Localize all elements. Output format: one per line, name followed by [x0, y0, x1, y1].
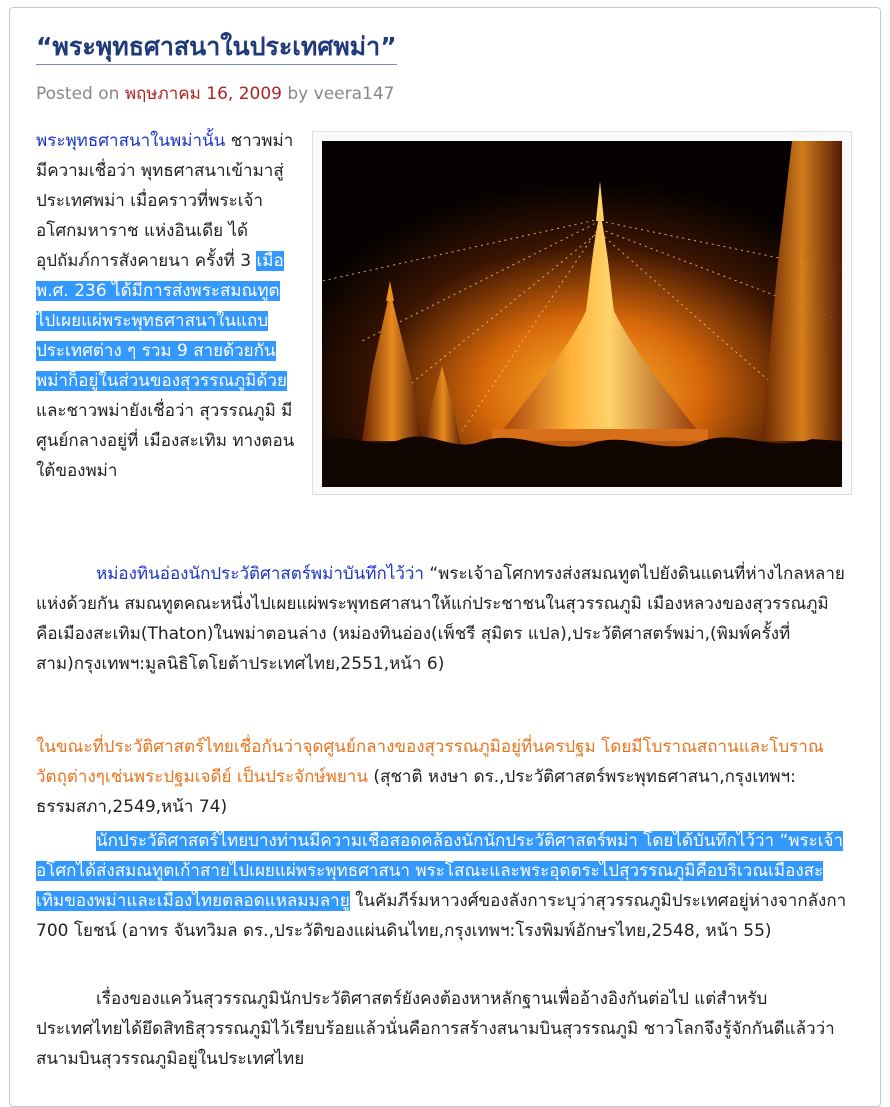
pagoda-photo[interactable]	[322, 141, 842, 487]
para5-text: เรื่องของแคว้นสุวรรณภูมินักประวัติศาสตร์ยังคงต้องหาหลักฐานเพื่ออ้างอิงกันต่อไป แต่สำหรับประเทศไทยได้ยึดสิทธิสุวรรณภูมิไว้เรียบร้อยแล้วนั่นคือการสร้างสนามบินสุวรรณภูมิ ชาวโลกจึงรู้จักกันดีแล้วว่าสนามบินสุวรรณภูมิอยู่ในประเทศไทย	[36, 989, 835, 1069]
by-label: by	[287, 84, 309, 104]
intro-highlight: เมื่อ พ.ศ. 236 ได้มีการส่งพระสมณทูตไปเผยแผ่พระพุทธศาสนาในแถบ ประเทศต่าง ๆ รวม 9 สายด้วยกัน พม่าก็อยู่ในส่วนของสุวรรณภูมิด้วย	[36, 251, 287, 391]
paragraph-3	[36, 732, 848, 822]
para2-link[interactable]: หม่องทินอ่องนักประวัติศาสตร์พม่าบันทึกไว้ว่า	[96, 564, 424, 584]
intro-link[interactable]: พระพุทธศาสนาในพม่านั้น	[36, 131, 226, 151]
para4-highlight: นักประวัติศาสตร์ไทยบางท่านมีความเชื่อสอดคล้องนักนักประวัติศาสตร์พม่า โดยได้บันทึกไว้ว่า “พระเจ้าอโศกได้ส่งสมณทูตเก้าสายไปเผยแผ่พระพุทธศาสนา พระโสณะและพระอุตตระไปสุวรรณภูมิคือบริเวณเมืองสะเทิมของพม่าและเมืองไทยตลอดแหลมมลายู	[36, 831, 844, 911]
paragraph-4	[36, 826, 848, 946]
posted-on-label: Posted on	[36, 84, 120, 104]
intro-text-1: ชาวพม่ามีความเชื่อว่า พุทธศาสนาเข้ามาสู่ประเทศพม่า เมื่อคราวที่พระเจ้าอโศกมหาราช แห่งอินเดีย ได้อุปถัมภ์การสังคายนา ครั้งที่ 3	[36, 131, 294, 271]
post-date-link[interactable]: พฤษภาคม 16, 2009	[124, 84, 282, 104]
post-title[interactable]: “พระพุทธศาสนาในประเทศพม่า”	[36, 30, 397, 65]
pagoda-photo-frame	[312, 131, 852, 495]
paragraph-2	[36, 559, 848, 679]
para3-orange-text: ในขณะที่ประวัติศาสตร์ไทยเชื่อกันว่าจุดศูนย์กลางของสุวรรณภูมิอยู่ที่นครปฐม โดยมีโบราณสถานและโบราณวัตถุต่างๆเช่นพระปฐมเจดีย์ เป็นประจักษ์พยาน	[36, 737, 824, 787]
intro-paragraph	[36, 126, 296, 486]
para2-text: “พระเจ้าอโศกทรงส่งสมณทูตไปยังดินแดนที่ห่างไกลหลายแห่งด้วยกัน สมณทูตคณะหนึ่งไปเผยแผ่พระพุทธศาสนาให้แก่ประชาชนในสุวรรณภูมิ เมืองหลวงของสุวรรณภูมิคือเมืองสะเทิม(Thaton)ในพม่าตอนล่าง (หม่องทินอ่อง(เพ็ชรี สุมิตร แปล),ประวัติศาสตร์พม่า,(พิมพ์ครั้งที่สาม)กรุงเทพฯ:มูลนิธิโตโยต้าประเทศไทย,2551,หน้า 6)	[36, 564, 845, 674]
post-meta	[36, 80, 394, 107]
intro-text-2: และชาวพม่ายังเชื่อว่า สุวรรณภูมิ มีศูนย์กลางอยู่ที่ เมืองสะเทิม ทางตอนใต้ของพม่า	[36, 401, 295, 481]
author-link[interactable]: veera147	[313, 84, 395, 104]
para4-text: ในคัมภีร์มหาวงศ์ของลังการะบุว่าสุวรรณภูมิประเทศอยู่ห่างจากลังกา 700 โยชน์ (อาทร จันทวิมล ดร.,ประวัติของแผ่นดินไทย,กรุงเทพฯ:โรงพิมพ์อักษรไทย,2548, หน้า 55)	[36, 891, 847, 941]
paragraph-5	[36, 984, 848, 1074]
para3-text: (สุชาติ หงษา ดร.,ประวัติศาสตร์พระพุทธศาสนา,กรุงเทพฯ: ธรรมสภา,2549,หน้า 74)	[36, 767, 796, 817]
